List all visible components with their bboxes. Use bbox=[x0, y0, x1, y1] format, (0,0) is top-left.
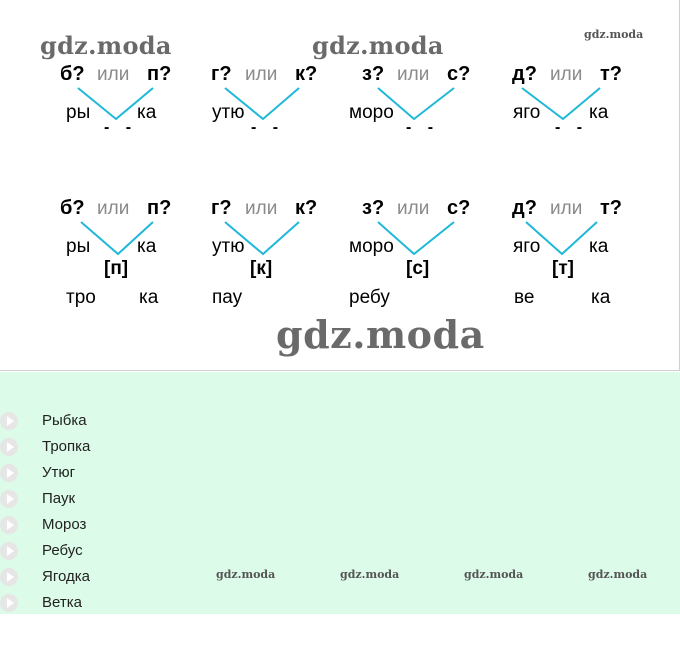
phonetic-sound: [п] bbox=[104, 258, 129, 279]
answer-label: Ребус bbox=[42, 542, 83, 559]
word-block bbox=[211, 198, 351, 308]
blank-dashes: - - bbox=[555, 119, 589, 136]
list-item[interactable] bbox=[0, 538, 200, 564]
word-block bbox=[349, 197, 502, 308]
consonant-option-1: з? bbox=[362, 63, 385, 85]
watermark: gdz.moda bbox=[584, 28, 644, 41]
word-block bbox=[211, 64, 351, 174]
consonant-option-1: з? bbox=[362, 197, 385, 219]
second-word-start: тро bbox=[66, 287, 96, 308]
consonant-option-1: д? bbox=[512, 63, 537, 85]
word-start: ры bbox=[66, 102, 91, 123]
word-start: моро bbox=[349, 102, 394, 123]
second-word-end: ка bbox=[591, 287, 611, 308]
word-start: яго bbox=[513, 102, 541, 123]
second-word-start: ребу bbox=[349, 287, 390, 308]
word-end: ка bbox=[137, 236, 157, 257]
play-icon[interactable] bbox=[0, 542, 18, 560]
word-start: утю bbox=[212, 236, 245, 257]
play-icon[interactable] bbox=[0, 490, 18, 508]
consonant-option-2: к? bbox=[295, 197, 318, 219]
consonant-option-2: п? bbox=[147, 197, 172, 219]
consonant-option-2: т? bbox=[600, 63, 623, 85]
consonant-option-2: к? bbox=[295, 63, 318, 85]
or-word: или bbox=[550, 64, 583, 85]
blank-dashes: - - bbox=[251, 119, 285, 136]
play-icon[interactable] bbox=[0, 438, 18, 456]
answers-list bbox=[0, 372, 680, 614]
list-item[interactable] bbox=[0, 408, 200, 434]
list-item[interactable] bbox=[0, 486, 200, 512]
word-block bbox=[349, 63, 502, 174]
word-start: яго bbox=[513, 236, 541, 257]
consonant-option-1: г? bbox=[211, 63, 232, 85]
phonetic-sound: [т] bbox=[552, 258, 574, 279]
play-icon[interactable] bbox=[0, 412, 18, 430]
word-block bbox=[512, 64, 652, 174]
watermark: gdz.moda bbox=[588, 568, 648, 581]
answer-label: Утюг bbox=[42, 464, 76, 481]
word-block bbox=[60, 64, 200, 174]
play-icon[interactable] bbox=[0, 568, 18, 586]
word-start: моро bbox=[349, 236, 394, 257]
word-end: ка bbox=[589, 236, 609, 257]
watermark: gdz.moda bbox=[464, 568, 524, 581]
consonant-option-2: с? bbox=[447, 63, 471, 85]
play-icon[interactable] bbox=[0, 516, 18, 534]
answer-label: Мороз bbox=[42, 516, 87, 533]
watermark: gdz.moda bbox=[312, 31, 444, 60]
chevron-mark bbox=[60, 198, 200, 268]
play-icon[interactable] bbox=[0, 464, 18, 482]
consonant-option-1: д? bbox=[512, 197, 537, 219]
word-end: ка bbox=[589, 102, 609, 123]
or-word: или bbox=[97, 198, 130, 219]
chevron-mark bbox=[512, 198, 652, 268]
consonant-option-1: г? bbox=[211, 197, 232, 219]
word-block bbox=[60, 198, 200, 308]
list-item[interactable] bbox=[0, 564, 200, 590]
list-item[interactable] bbox=[0, 434, 200, 460]
or-word: или bbox=[397, 198, 430, 219]
blank-dashes: - - bbox=[104, 119, 138, 136]
word-start: утю bbox=[212, 102, 245, 123]
consonant-option-2: п? bbox=[147, 63, 172, 85]
watermark: gdz.moda bbox=[340, 568, 400, 581]
answer-label: Паук bbox=[42, 490, 76, 507]
phonetic-sound: [с] bbox=[406, 258, 430, 279]
answer-label: Ягодка bbox=[42, 568, 90, 585]
answer-label: Ветка bbox=[42, 594, 82, 611]
chevron-mark bbox=[362, 198, 502, 268]
or-word: или bbox=[245, 64, 278, 85]
list-item[interactable] bbox=[0, 460, 200, 486]
second-word-start: пау bbox=[212, 287, 243, 308]
watermark: gdz.moda bbox=[216, 568, 276, 581]
phonetic-sound: [к] bbox=[250, 258, 273, 279]
watermark: gdz.moda bbox=[40, 31, 172, 60]
play-icon[interactable] bbox=[0, 594, 18, 612]
list-item[interactable] bbox=[0, 590, 200, 616]
second-word-start: ве bbox=[514, 287, 535, 308]
or-word: или bbox=[97, 64, 130, 85]
word-start: ры bbox=[66, 236, 91, 257]
or-word: или bbox=[550, 198, 583, 219]
consonant-option-2: с? bbox=[447, 197, 471, 219]
consonant-option-1: б? bbox=[60, 63, 85, 85]
second-word-end: ка bbox=[139, 287, 159, 308]
list-item[interactable] bbox=[0, 512, 200, 538]
word-block bbox=[512, 198, 652, 308]
chevron-mark bbox=[211, 198, 351, 268]
answer-label: Тропка bbox=[42, 438, 91, 455]
blank-dashes: - - bbox=[406, 119, 440, 136]
answer-label: Рыбка bbox=[42, 412, 87, 429]
or-word: или bbox=[397, 64, 430, 85]
consonant-option-2: т? bbox=[600, 197, 623, 219]
watermark: gdz.moda bbox=[276, 312, 485, 357]
or-word: или bbox=[245, 198, 278, 219]
consonant-option-1: б? bbox=[60, 197, 85, 219]
word-end: ка bbox=[137, 102, 157, 123]
